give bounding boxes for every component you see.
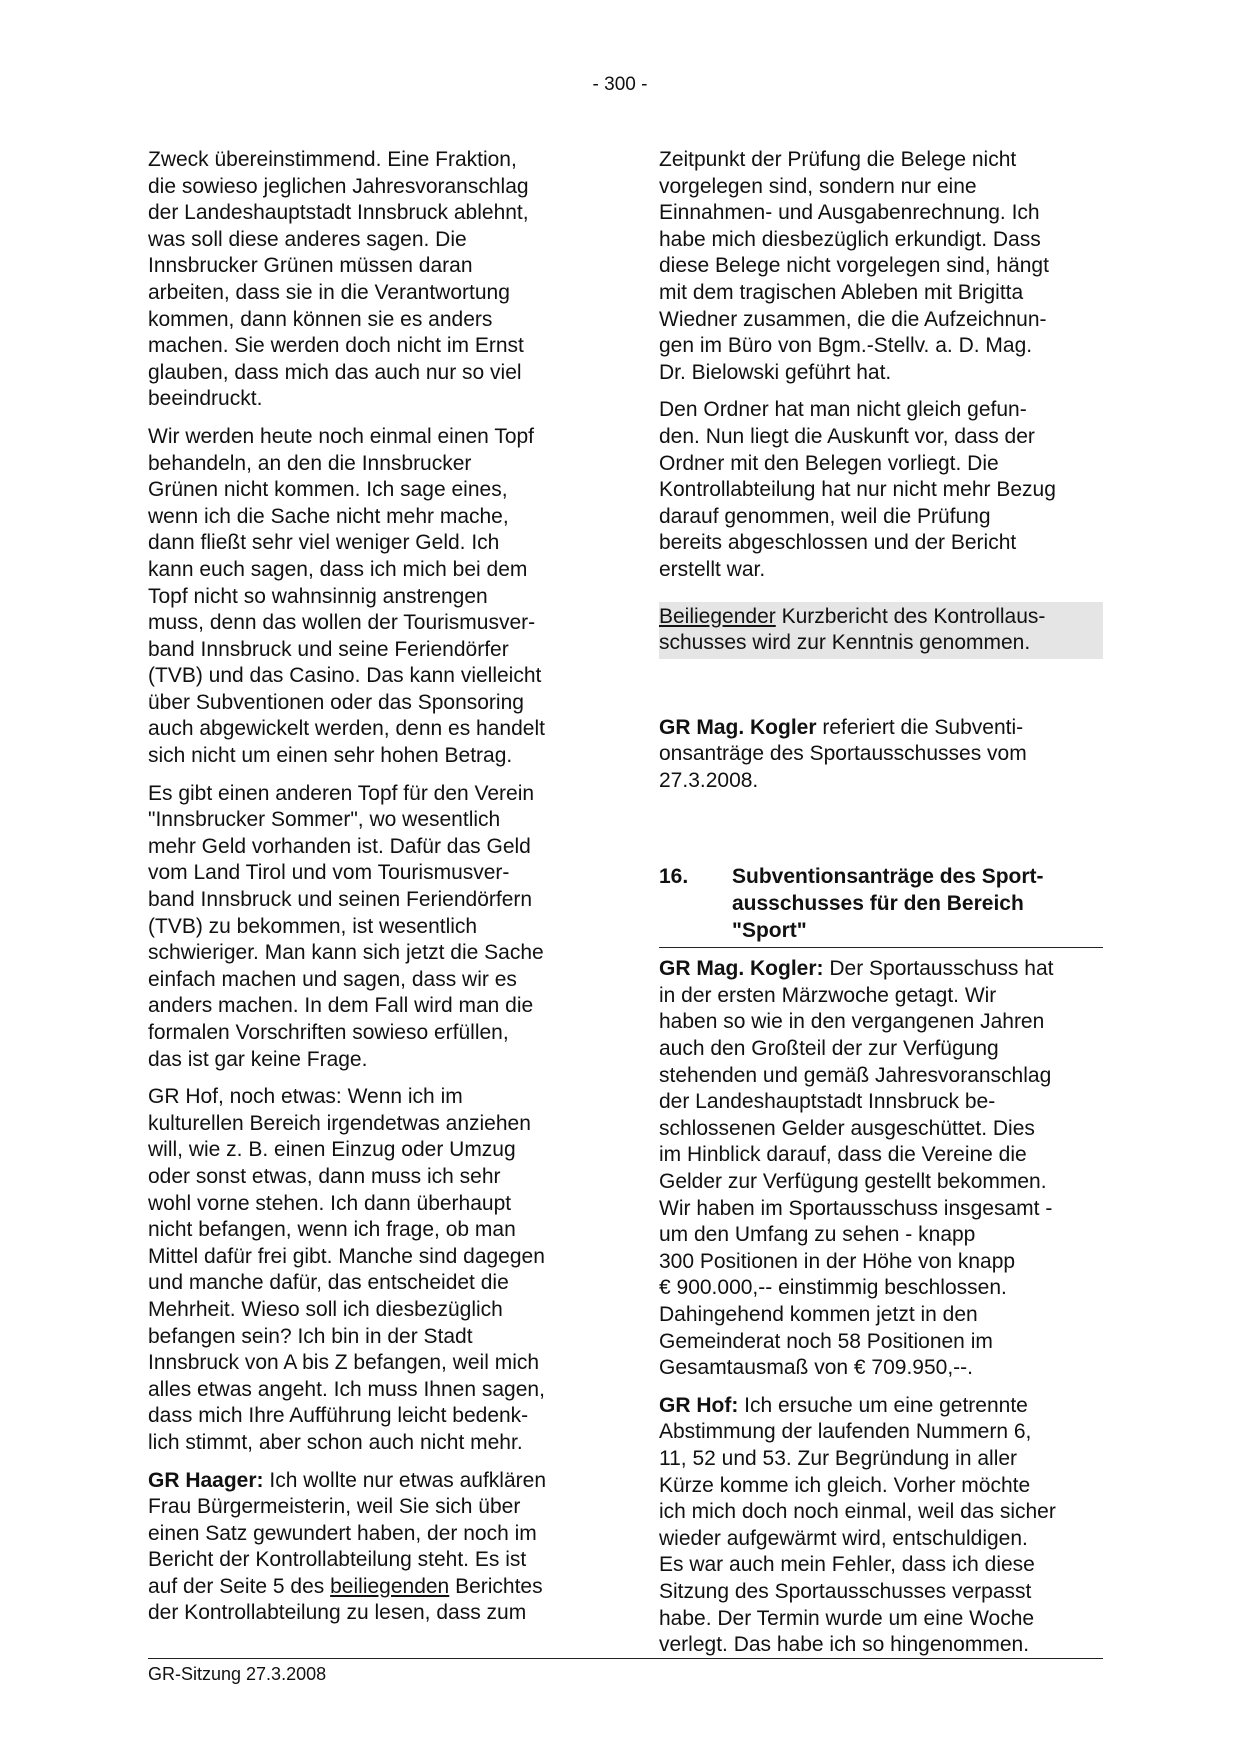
paragraph [659, 397, 1099, 583]
speaker-name: GR Mag. Kogler: [659, 957, 824, 981]
text-line: kann euch sagen, dass ich mich bei dem [148, 557, 528, 581]
text-line: wieder aufgewärmt wird, entschuldigen. [659, 1526, 1028, 1550]
text-line: stehenden und gemäß Jahresvoranschlag [659, 1063, 1052, 1087]
text-line: habe. Der Termin wurde um eine Woche [659, 1606, 1035, 1630]
text-line: verlegt. Das habe ich so hingenommen. [659, 1633, 1030, 1657]
paragraph [148, 1084, 588, 1456]
text-line: und manche dafür, das entscheidet die [148, 1271, 509, 1295]
paragraph-hof: GR Hof: Ich ersuche um eine getrennte Abstimmung der laufenden Nummern 6, 11, 52 und 53. Zur Begründung in aller Kürze komme ich gleich. Vorher möchte ich mich doch noch einmal, weil das sicher wieder aufgewärmt wird, entschuldigen. Es war auch mein Fehler, dass ich diese Sitzung des Sportausschusses verpasst habe. Der Termin wurde um eine Woche verlegt. Das habe ich so hingenommen. [659, 1393, 1099, 1659]
text-line: lich stimmt, aber schon auch nicht mehr. [148, 1430, 523, 1454]
text-line: kommen, dann können sie es anders [148, 307, 493, 331]
text-line: Ordner mit den Belegen vorliegt. Die [659, 451, 999, 475]
text-line: im Hinblick darauf, dass die Vereine die [659, 1143, 1027, 1167]
text-line: vom Land Tirol und vom Tourismusver- [148, 861, 510, 885]
text-line: über Subventionen oder das Sponsoring [148, 690, 524, 714]
text-line: Gesamtausmaß von € 709.950,--. [659, 1356, 973, 1380]
underlined-word: Beiliegender [659, 604, 776, 628]
paragraph [659, 147, 1099, 386]
text-line: schwieriger. Man kann sich jetzt die Sache [148, 941, 544, 965]
agenda-number: 16. [659, 865, 689, 889]
text-line: Topf nicht so wahnsinnig anstrengen [148, 584, 488, 608]
text-line: Mittel dafür frei gibt. Manche sind dagegen [148, 1244, 545, 1268]
text-line: auch den Großteil der zur Verfügung [659, 1037, 999, 1061]
text-line: glauben, dass mich das auch nur so viel [148, 360, 522, 384]
text-line: Innsbruck von A bis Z befangen, weil mich [148, 1351, 540, 1375]
right-column [659, 147, 1099, 1670]
text-line: oder sonst etwas, dann muss ich sehr [148, 1164, 501, 1188]
left-column [148, 147, 588, 1638]
text-line: bereits abgeschlossen und der Bericht [659, 531, 1017, 555]
text-line: Dahingehend kommen jetzt in den [659, 1302, 978, 1326]
agenda-intro: GR Mag. Kogler referiert die Subventi- onsanträge des Sportausschusses vom 27.3.2008. [659, 715, 1027, 792]
paragraph [148, 147, 588, 413]
text-line: 11, 52 und 53. Zur Begründung in aller [659, 1446, 1018, 1470]
text-line: ausschusses für den Bereich [732, 892, 1024, 916]
text-line: formalen Vorschriften sowieso erfüllen, [148, 1021, 509, 1044]
text-line: Grünen nicht kommen. Ich sage eines, [148, 478, 508, 502]
text-line: einen Satz gewundert haben, der noch im [148, 1521, 537, 1545]
text-line: wenn ich die Sache nicht mehr mache, [148, 504, 509, 528]
text-line: diese Belege nicht vorgelegen sind, hängt [659, 254, 1049, 278]
text-line: kulturellen Bereich irgendetwas anziehen [148, 1111, 531, 1135]
text-line: Innsbrucker Grünen müssen daran [148, 254, 473, 278]
text-line: befangen sein? Ich bin in der Stadt [148, 1324, 473, 1348]
text-line: dass mich Ihre Aufführung leicht bedenk- [148, 1404, 529, 1428]
text-line: der Landeshauptstadt Innsbruck be- [659, 1090, 996, 1114]
text-line: band Innsbruck und seinen Feriendörfern [148, 888, 533, 912]
text-line: darauf genommen, weil die Prüfung [659, 504, 991, 528]
page-number: - 300 - [592, 74, 648, 95]
text-line: habe mich diesbezüglich erkundigt. Dass [659, 227, 1041, 251]
text-line: wohl vorne stehen. Ich dann überhaupt [148, 1191, 512, 1215]
text-line: beeindruckt. [148, 387, 263, 411]
text-line: Mehrheit. Wieso soll ich diesbezüglich [148, 1297, 503, 1321]
text-line: GR Hof, noch etwas: Wenn ich im [148, 1085, 463, 1109]
text-line: mehr Geld vorhanden ist. Dafür das Geld [148, 834, 531, 858]
speaker-name: GR Haager: [148, 1468, 264, 1492]
text-line: 300 Positionen in der Höhe von knapp [659, 1249, 1016, 1273]
text-line: machen. Sie werden doch nicht im Ernst [148, 334, 524, 358]
text-line: Gemeinderat noch 58 Positionen im [659, 1329, 993, 1353]
text-line: den. Nun liegt die Auskunft vor, dass der [659, 424, 1035, 448]
text-line: mit dem tragischen Ableben mit Brigitta [659, 280, 1024, 304]
text-line: will, wie z. B. einen Einzug oder Umzug [148, 1138, 516, 1162]
footer-text: GR-Sitzung 27.3.2008 [148, 1664, 327, 1684]
text-line: Wir werden heute noch einmal einen Topf [148, 424, 535, 448]
resolution-box: Beiliegender Kurzbericht des Kontrollaus- schusses wird zur Kenntnis genommen. [659, 602, 1103, 659]
text-line: Kontrollabteilung hat nur nicht mehr Bezug [659, 478, 1056, 502]
paragraph-haager: GR Haager: Ich wollte nur etwas aufklären Frau Bürgermeisterin, weil Sie sich über einen Satz gewundert haben, der noch im Bericht der Kontrollabteilung steht. Es ist auf der Seite 5 des beiliegenden Berichtes der Kontrollabteilung zu lesen, dass zum [148, 1468, 588, 1628]
text-line: nicht befangen, wenn ich frage, ob man [148, 1218, 516, 1242]
agenda-title [732, 864, 1103, 944]
text-line: ich mich doch noch einmal, weil das sicher [659, 1500, 1056, 1524]
text-line: Wir haben im Sportausschuss insgesamt - [659, 1196, 1053, 1220]
paragraph-kogler: GR Mag. Kogler: Der Sportausschuss hat in der ersten Märzwoche getagt. Wir haben so wie in den vergangenen Jahren auch den Großteil der zur Verfügung stehenden und gemäß Jahresvoranschlag der Landeshauptstadt Innsbruck be- schlossenen Gelder ausgeschüttet. Dies im Hinblick darauf, dass die Vereine die Gelder zur Verfügung gestellt bekommen. Wir haben im Sportausschuss insgesamt - um den Umfang zu sehen - knapp 300 Positionen in der Höhe von knapp € 900.000,-- einstimmig beschlossen. Dahingehend kommen jetzt in den Gemeinderat noch 58 Positionen im Gesamtausmaß von € 709.950,--. [659, 956, 1099, 1382]
text-line: (TVB) und das Casino. Das kann vielleicht [148, 664, 542, 688]
agenda-item-heading [659, 864, 1103, 948]
text-line: auch abgewickelt werden, denn es handelt [148, 717, 545, 741]
text-line: (TVB) zu bekommen, ist wesentlich [148, 914, 478, 938]
text-line: Bericht der Kontrollabteilung steht. Es ist [148, 1548, 527, 1572]
paragraph [148, 424, 588, 770]
text-line: um den Umfang zu sehen - knapp [659, 1223, 976, 1247]
text-line: "Sport" [732, 918, 807, 942]
text-line: was soll diese anderes sagen. Die [148, 227, 467, 251]
text-line: "Innsbrucker Sommer", wo wesentlich [148, 808, 501, 832]
text-line: der Landeshauptstadt Innsbruck ablehnt, [148, 201, 529, 225]
paragraph [148, 781, 588, 1074]
text-line: Gelder zur Verfügung gestellt bekommen. [659, 1170, 1047, 1193]
text-line: das ist gar keine Frage. [148, 1047, 368, 1071]
text-line: einfach machen und sagen, dass wir es [148, 967, 517, 991]
text-line: Zweck übereinstimmend. Eine Fraktion, [148, 148, 517, 171]
text-line: Wiedner zusammen, die die Aufzeichnun- [659, 307, 1047, 331]
text-line: Sitzung des Sportausschusses verpasst [659, 1579, 1032, 1603]
text-line: Zeitpunkt der Prüfung die Belege nicht [659, 148, 1017, 171]
text-line: gen im Büro von Bgm.-Stellv. a. D. Mag. [659, 334, 1033, 358]
text-line: € 900.000,-- einstimmig beschlossen. [659, 1276, 1007, 1300]
text-line: Es gibt einen anderen Topf für den Verein [148, 781, 535, 805]
text-line: Einnahmen- und Ausgabenrechnung. Ich [659, 201, 1040, 225]
text-line: die sowieso jeglichen Jahresvoranschlag [148, 174, 529, 198]
text-line: Den Ordner hat man nicht gleich gefun- [659, 398, 1027, 422]
text-line: muss, denn das wollen der Tourismusver- [148, 611, 536, 635]
text-line: arbeiten, dass sie in die Verantwortung [148, 280, 510, 304]
text-line: haben so wie in den vergangenen Jahren [659, 1010, 1045, 1034]
text-line: sich nicht um einen sehr hohen Betrag. [148, 744, 513, 768]
text-line: Subventionsanträge des Sport- [732, 865, 1044, 889]
underlined-word: beiliegenden [330, 1574, 450, 1598]
text-line: dann fließt sehr viel weniger Geld. Ich [148, 531, 500, 555]
text-line: anders machen. In dem Fall wird man die [148, 994, 534, 1018]
text-line: in der ersten Märzwoche getagt. Wir [659, 983, 997, 1007]
text-line: Abstimmung der laufenden Nummern 6, [659, 1420, 1032, 1444]
text-line: vorgelegen sind, sondern nur eine [659, 174, 977, 198]
text-line: Kürze komme ich gleich. Vorher möchte [659, 1473, 1031, 1497]
text-line: erstellt war. [659, 557, 766, 581]
text-line: schlossenen Gelder ausgeschüttet. Dies [659, 1116, 1035, 1140]
text-line: alles etwas angeht. Ich muss Ihnen sagen, [148, 1377, 545, 1401]
speaker-name: GR Mag. Kogler [659, 715, 817, 739]
speaker-name: GR Hof: [659, 1393, 739, 1417]
text-line: Frau Bürgermeisterin, weil Sie sich über [148, 1495, 521, 1519]
footer-divider [148, 1658, 1103, 1659]
text-line: band Innsbruck und seine Feriendörfer [148, 637, 509, 661]
text-line: behandeln, an den die Innsbrucker [148, 451, 472, 475]
text-line: Dr. Bielowski geführt hat. [659, 360, 892, 384]
text-line: Es war auch mein Fehler, dass ich diese [659, 1553, 1035, 1577]
